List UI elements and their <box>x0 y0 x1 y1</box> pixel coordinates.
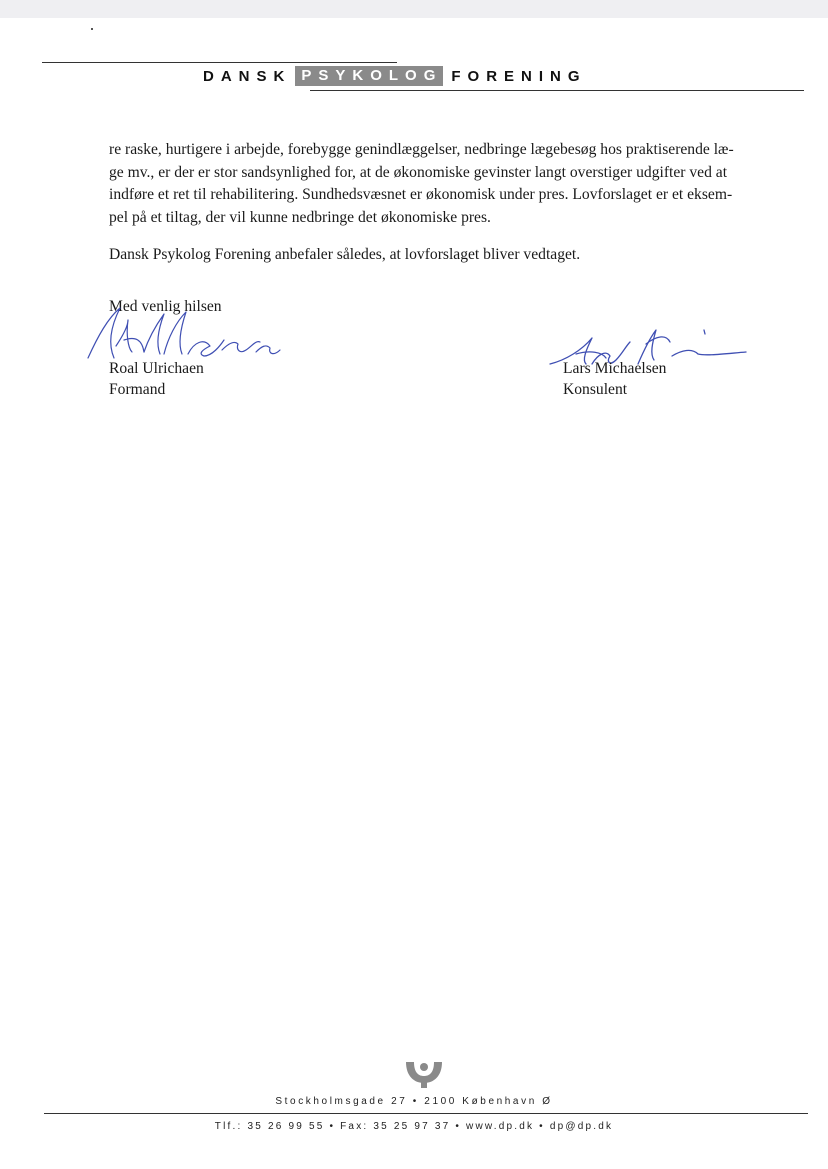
letterhead-word-psykolog: PSYKOLOG <box>295 66 443 86</box>
letter-body <box>109 139 779 267</box>
signer-title: Konsulent <box>563 381 628 398</box>
signer-block-1 <box>109 358 204 400</box>
footer-rule <box>44 1113 808 1114</box>
footer-address: Stockholmsgade 27 • 2100 København Ø <box>275 1096 553 1107</box>
signer-name: Roal Ulrichaen <box>109 360 204 377</box>
header-rule-bottom <box>310 90 804 91</box>
body-paragraph: re raske, hurtigere i arbejde, forebygge genindlæggelser, nedbringe lægebesøg hos praktiserende læ- ge mv., er der er stor sandsynlighed for, at de økonomiske gevinster langt overstiger udgifter ved at indføre et ret til rehabilitering. Sundhedsvæsnet er økonomisk under pres. Lovforslaget er et eksem- pel på et tiltag, der vil kunne nedbringe det økonomiske pres. <box>109 141 734 226</box>
letterhead-word-dansk: DANSK <box>203 67 292 85</box>
signer-name: Lars Michaelsen <box>563 360 667 377</box>
scan-top-band <box>0 0 828 18</box>
scan-speck <box>91 28 93 30</box>
body-paragraph: Dansk Psykolog Forening anbefaler således, at lovforslaget bliver vedtaget. <box>109 246 581 263</box>
header-rule-top <box>42 62 397 63</box>
signer-title: Formand <box>109 381 166 398</box>
letterhead <box>203 66 587 86</box>
footer-contact: Tlf.: 35 26 99 55 • Fax: 35 25 97 37 • www.dp.dk • dp@dp.dk <box>214 1121 614 1132</box>
signer-block-2 <box>563 358 666 400</box>
psychology-psi-logo-icon <box>404 1060 444 1088</box>
closing-greeting: Med venlig hilsen <box>109 298 222 315</box>
letterhead-word-forening: FORENING <box>451 67 587 85</box>
